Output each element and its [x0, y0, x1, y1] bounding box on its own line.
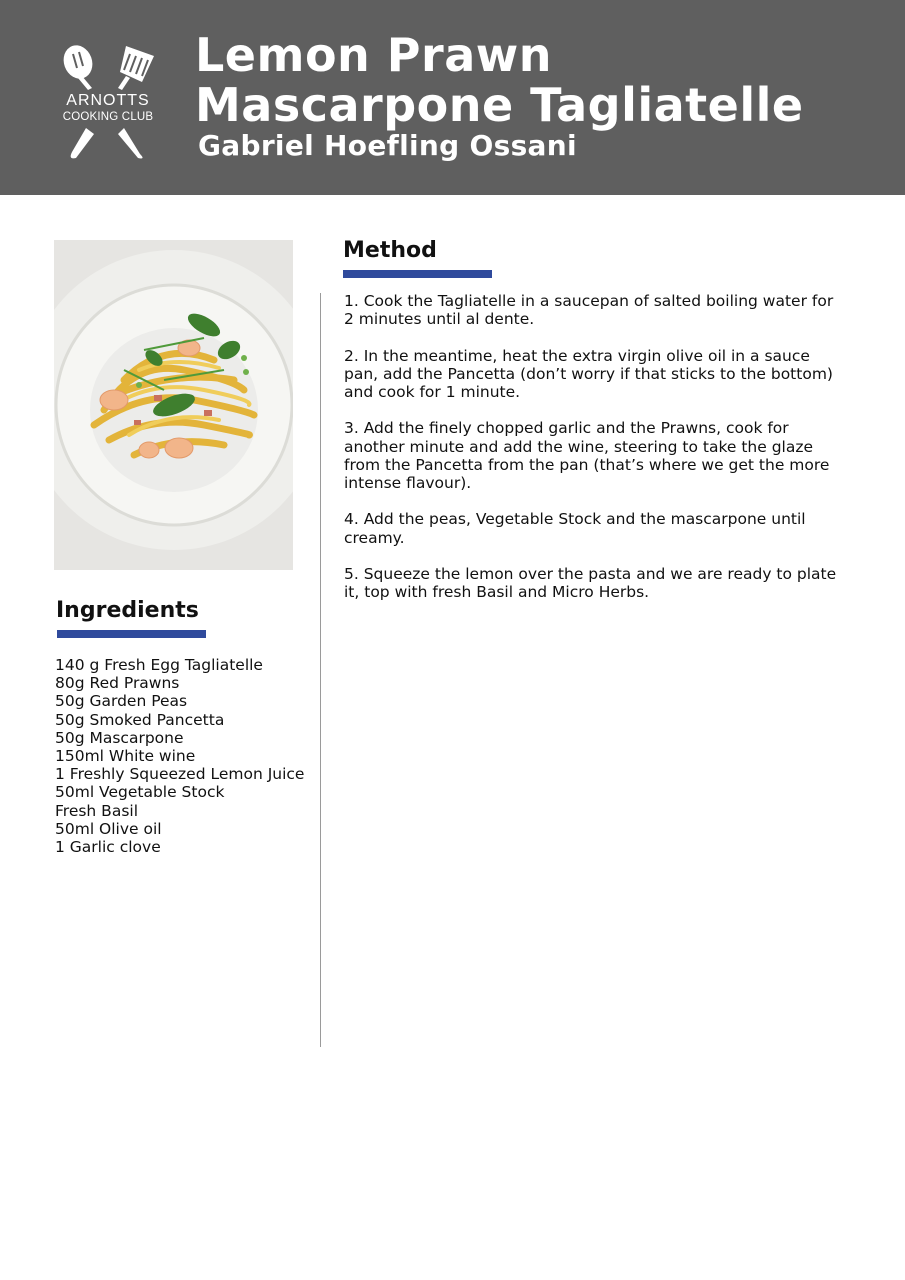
method-steps: [344, 292, 844, 620]
ingredient-item: 50g Mascarpone: [55, 728, 184, 747]
recipe-title: Lemon Prawn Mascarpone Tagliatelle: [195, 28, 804, 132]
logo-line-1: ARNOTTS: [66, 92, 150, 109]
plate-illustration: [54, 240, 293, 570]
logo-line-2: COOKING CLUB: [62, 111, 154, 123]
method-step: 5. Squeeze the lemon over the pasta and we are ready to plate it, top with fresh Basil and Micro Herbs.: [344, 564, 837, 602]
method-step: 4. Add the peas, Vegetable Stock and the mascarpone until creamy.: [344, 510, 806, 547]
ingredient-item: 140 g Fresh Egg Tagliatelle: [55, 656, 263, 674]
ingredient-item: 50g Garden Peas: [55, 692, 188, 711]
ingredients-heading: Ingredients: [56, 598, 199, 623]
ingredient-item: 50ml Olive oil: [55, 819, 162, 838]
pasta-dish-photo: [54, 240, 293, 570]
arnotts-cooking-club-logo: [56, 42, 160, 164]
ingredient-item: 150ml White wine: [55, 747, 196, 766]
method-step: 1. Cook the Tagliatelle in a saucepan of salted boiling water for 2 minutes until al dente.: [344, 292, 834, 329]
header-banner: [0, 0, 905, 195]
ingredient-item: 50g Smoked Pancetta: [55, 710, 225, 729]
ingredient-item: 1 Garlic clove: [55, 838, 161, 857]
ingredient-item: 1 Freshly Squeezed Lemon Juice: [55, 765, 305, 784]
method-step: 3. Add the finely chopped garlic and the Prawns, cook for another minute and add the wine, steering to take the glaze from the Pancetta from the pan (that’s where we get the more intense flavour).: [344, 419, 830, 492]
method-heading: Method: [343, 238, 437, 263]
recipe-author: Gabriel Hoefling Ossani: [198, 129, 577, 162]
method-heading-underline: [343, 270, 492, 278]
ingredient-item: 50ml Vegetable Stock: [55, 783, 225, 802]
ingredients-list: [55, 656, 315, 856]
column-divider: [320, 293, 321, 1047]
ingredients-heading-underline: [57, 630, 206, 638]
ingredient-item: 80g Red Prawns: [55, 674, 180, 693]
ingredient-item: Fresh Basil: [55, 801, 139, 820]
method-step: 2. In the meantime, heat the extra virgin olive oil in a sauce pan, add the Pancetta (don’t worry if that sticks to the bottom) and cook for 1 minute.: [344, 346, 833, 401]
